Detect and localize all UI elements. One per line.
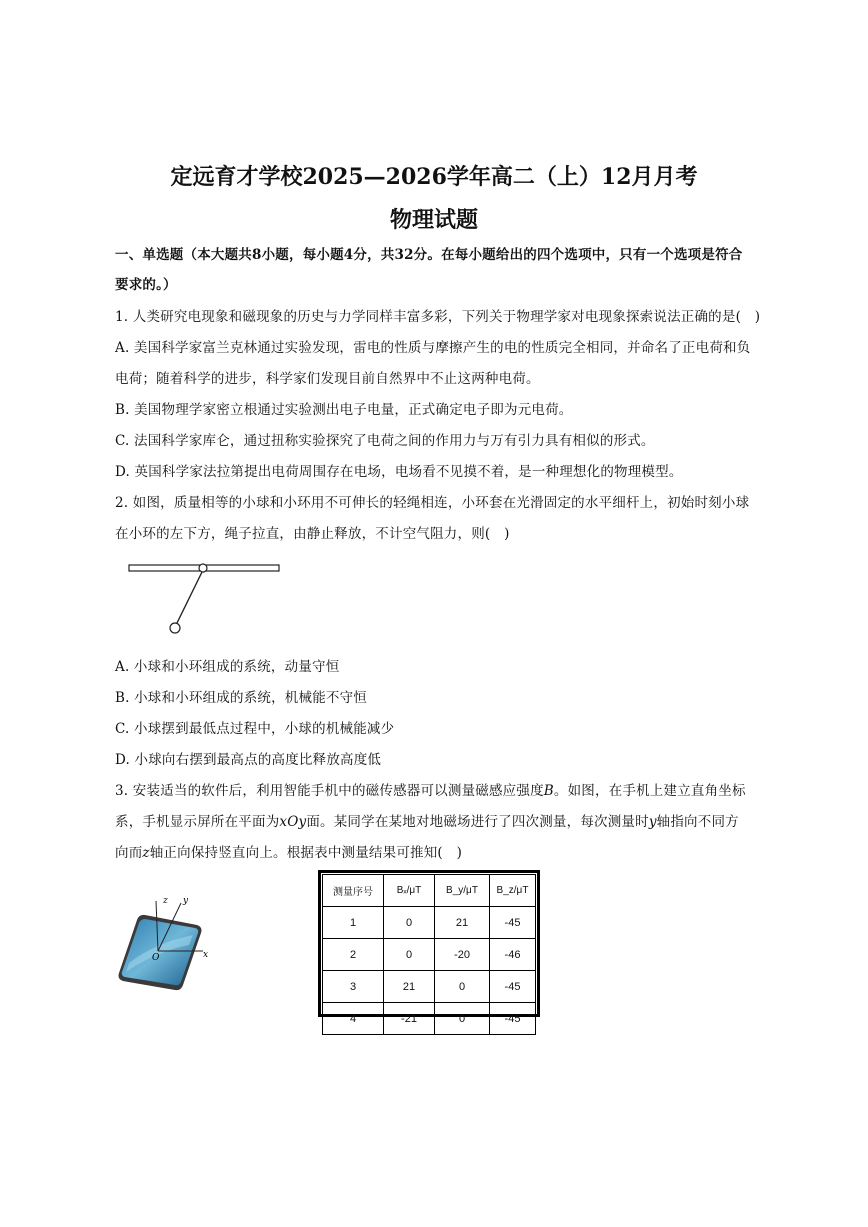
section-heading-cont: 要求的。）: [115, 277, 177, 293]
rod-ring-ball-figure: [113, 545, 313, 645]
var-y: y: [648, 814, 657, 830]
y-axis-label: y: [183, 896, 189, 906]
section-heading: 一、单选题（本大题共8小题，每小题4分，共32分。在每小题给出的四个选项中，只有一个选项是符合: [115, 247, 743, 263]
var-b: B: [543, 783, 554, 799]
table-row: 2 0 -20 -46: [323, 939, 536, 971]
table-row: 1 0 21 -45: [323, 907, 536, 939]
header-cell: 测量序号: [323, 875, 384, 907]
table-row: 3 21 0 -45: [323, 971, 536, 1003]
q3-stem-cont2: 向而z轴正向保持竖直向上。根据表中测量结果可推知( ): [115, 845, 463, 861]
q1-option-a-cont: 电荷；随着科学的进步，科学家们发现目前自然界中不止这两种电荷。: [115, 371, 540, 387]
q1-stem: 1. 人类研究电现象和磁现象的历史与力学同样丰富多彩，下列关于物理学家对电现象探索说法正确的是( ): [115, 309, 761, 325]
header-cell: B_z/μT: [490, 875, 536, 907]
q2-option-a: A. 小球和小环组成的系统，动量守恒: [115, 659, 340, 675]
q2-stem: 2. 如图，质量相等的小球和小环用不可伸长的轻绳相连，小环套在光滑固定的水平细杆上，初始时刻小球: [115, 495, 750, 511]
q1-option-a: A. 美国科学家富兰克林通过实验发现，雷电的性质与摩擦产生的电的性质完全相同，并命名了正电荷和负: [115, 340, 751, 356]
exam-subtitle: 物理试题: [389, 207, 478, 233]
header-cell: Bₓ/μT: [384, 875, 435, 907]
var-xoy: xOy: [279, 814, 307, 830]
exam-title: 定远育才学校2025—2026学年高二（上）12月月考: [170, 164, 698, 190]
q3-stem: 3. 安装适当的软件后，利用智能手机中的磁传感器可以测量磁感应强度B。如图，在手机上建立直角坐标: [115, 783, 746, 799]
x-axis-label: x: [203, 950, 209, 960]
z-axis-label: z: [163, 896, 168, 906]
measurement-table: [322, 874, 536, 1035]
phone-body: [119, 915, 202, 990]
q3-stem-cont: 系，手机显示屏所在平面为xOy面。某同学在某地对地磁场进行了四次测量，每次测量时y轴指向不同方: [115, 814, 739, 830]
header-cell: B_y/μT: [435, 875, 490, 907]
smartphone-figure: [115, 893, 220, 996]
table-header-row: [323, 875, 536, 907]
q2-stem-cont: 在小环的左下方，绳子拉直，由静止释放，不计空气阻力，则( ): [115, 526, 510, 542]
small-ring: [199, 564, 207, 572]
small-ball: [170, 623, 180, 633]
q2-option-d: D. 小球向右摆到最高点的高度比释放高度低: [115, 752, 382, 768]
measurement-table-frame: [318, 870, 540, 1025]
origin-label: O: [152, 953, 160, 963]
table-row: 4 -21 0 -45: [323, 1003, 536, 1035]
q2-option-c: C. 小球摆到最低点过程中，小球的机械能减少: [115, 721, 395, 737]
q1-option-c: C. 法国科学家库仑，通过扭称实验探究了电荷之间的作用力与万有引力具有相似的形式。: [115, 433, 655, 449]
light-rope: [177, 572, 202, 623]
q1-option-d: D. 英国科学家法拉第提出电荷周围存在电场，电场看不见摸不着，是一种理想化的物理模型。: [115, 464, 683, 480]
q2-option-b: B. 小球和小环组成的系统，机械能不守恒: [115, 690, 368, 706]
var-z: z: [142, 845, 150, 861]
q1-option-b: B. 美国物理学家密立根通过实验测出电子电量，正式确定电子即为元电荷。: [115, 402, 573, 418]
